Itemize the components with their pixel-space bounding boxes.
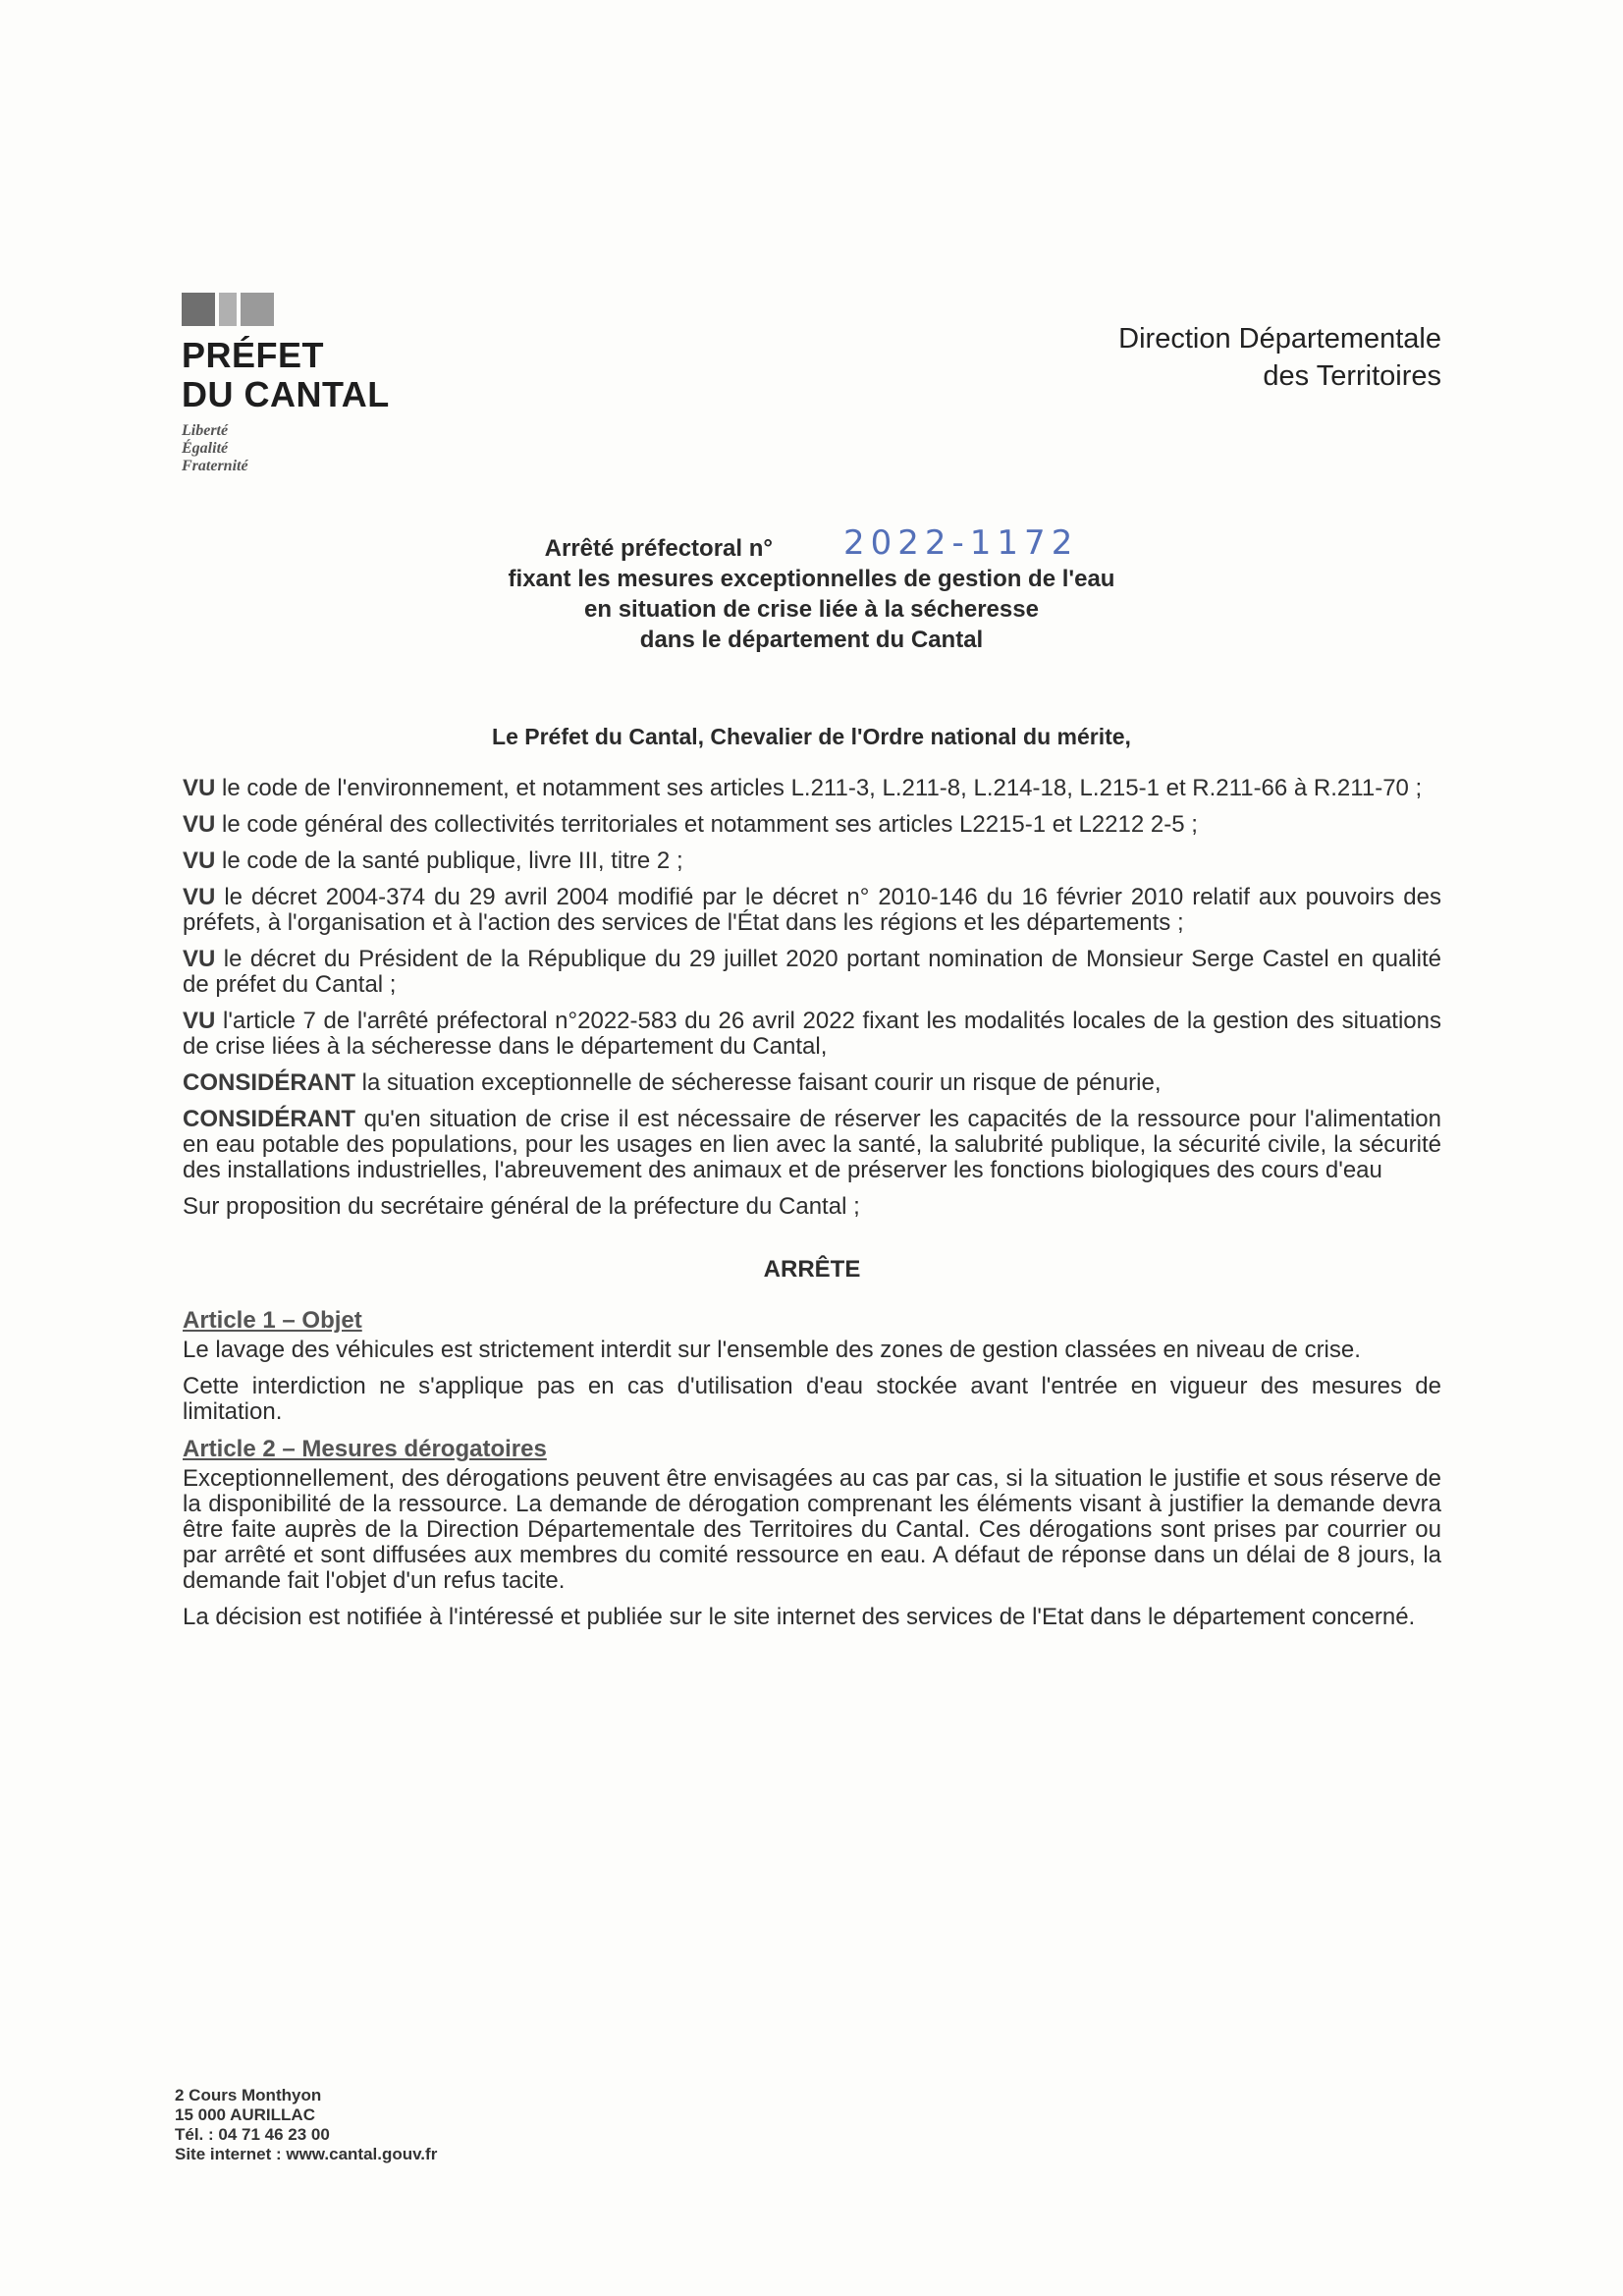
decree-number-handwritten: 2022-1172: [843, 523, 1079, 563]
consideration-item: VU le décret du Président de la République du 29 juillet 2020 portant nomination de Monsieur Serge Castel en qualité de préfet du Cantal ;: [183, 946, 1441, 998]
republic-motto: [182, 422, 437, 475]
decree-title: [0, 523, 1623, 655]
direction-line2: des Territoires: [1263, 360, 1441, 392]
prefect-line: Le Préfet du Cantal, Chevalier de l'Ordre national du mérite,: [492, 724, 1131, 749]
decree-title-line1: [0, 523, 1623, 564]
consideration-item: CONSIDÉRANT la situation exceptionnelle de sécheresse faisant courir un risque de pénurie,: [183, 1069, 1162, 1096]
article1-paragraph: Le lavage des véhicules est strictement interdit sur l'ensemble des zones de gestion classées en niveau de crise.: [183, 1337, 1361, 1363]
article1-paragraph: Cette interdiction ne s'applique pas en cas d'utilisation d'eau stockée avant l'entrée en vigueur des mesures de limitation.: [183, 1373, 1441, 1425]
article2-paragraph: La décision est notifiée à l'intéressé et publiée sur le site internet des services de l'Etat dans le département concerné.: [183, 1604, 1416, 1630]
consideration-item: VU le code général des collectivités territoriales et notamment ses articles L2215-1 et L2212 2-5 ;: [183, 811, 1198, 838]
decree-title-line3: en situation de crise liée à la sécheresse: [584, 596, 1039, 623]
marianne-emblem-icon: [182, 293, 280, 326]
article2-title: Article 2 – Mesures dérogatoires: [183, 1436, 547, 1462]
motto-liberte: Liberté: [182, 422, 229, 439]
consideration-item: CONSIDÉRANT qu'en situation de crise il est nécessaire de réserver les capacités de la ressource pour l'alimentation en eau potable des populations, pour les usages en lien avec la santé, la salubrité publique, la sécurité civile, la sécurité des installations industrielles, l'abreuvement des animaux et de préserver les fonctions biologiques des cours d'eau: [183, 1106, 1441, 1183]
consideration-item: Sur proposition du secrétaire général de la préfecture du Cantal ;: [183, 1193, 860, 1220]
decree-body: [183, 776, 1441, 1641]
motto-egalite: Égalité: [182, 440, 229, 457]
direction-line1: Direction Départementale: [1118, 323, 1441, 355]
considerations-list: [183, 776, 1441, 1220]
footer-phone: Tél. : 04 71 46 23 00: [175, 2125, 330, 2144]
logo-title-line1: PRÉFET: [182, 335, 325, 375]
footer-address1: 2 Cours Monthyon: [175, 2086, 322, 2105]
decree-title-line2: fixant les mesures exceptionnelles de gestion de l'eau: [508, 566, 1115, 592]
footer-contact: [175, 2086, 437, 2164]
consideration-item: VU l'article 7 de l'arrêté préfectoral n°2022-583 du 26 avril 2022 fixant les modalités locales de la gestion des situations de crise liées à la sécheresse dans le département du Cantal,: [183, 1008, 1441, 1060]
article2-paragraph: Exceptionnellement, des dérogations peuvent être envisagées au cas par cas, si la situation le justifie et sous réserve de la disponibilité de la ressource. La demande de dérogation comprenant les éléments visant à justifier la demande devra être faite auprès de la Direction Départementale des Territoires du Cantal. Ces dérogations sont prises par courrier ou par arrêté et sont diffusées aux membres du comité ressource en eau. A défaut de réponse dans un délai de 8 jours, la demande fait l'objet d'un refus tacite.: [183, 1465, 1441, 1594]
arrete-heading: ARRÊTE: [763, 1256, 861, 1283]
logo-title-line2: DU CANTAL: [182, 374, 390, 414]
article1-title: Article 1 – Objet: [183, 1307, 362, 1334]
consideration-item: VU le code de la santé publique, livre III, titre 2 ;: [183, 847, 683, 874]
footer-address2: 15 000 AURILLAC: [175, 2105, 315, 2124]
decree-number-label: Arrêté préfectoral n°: [544, 535, 773, 562]
footer-website: Site internet : www.cantal.gouv.fr: [175, 2145, 438, 2163]
decree-title-line4: dans le département du Cantal: [639, 627, 984, 653]
consideration-item: VU le décret 2004-374 du 29 avril 2004 modifié par le décret n° 2010-146 du 16 février 2010 relatif aux pouvoirs des préfets, à l'organisation et à l'action des services de l'État dans les régions et les départements ;: [183, 884, 1441, 936]
issuing-department: [1118, 320, 1441, 395]
prefecture-logo: [182, 293, 437, 475]
consideration-item: VU le code de l'environnement, et notamment ses articles L.211-3, L.211-8, L.214-18, L.215-1 et R.211-66 à R.211-70 ;: [183, 775, 1423, 801]
motto-fraternite: Fraternité: [182, 458, 248, 474]
